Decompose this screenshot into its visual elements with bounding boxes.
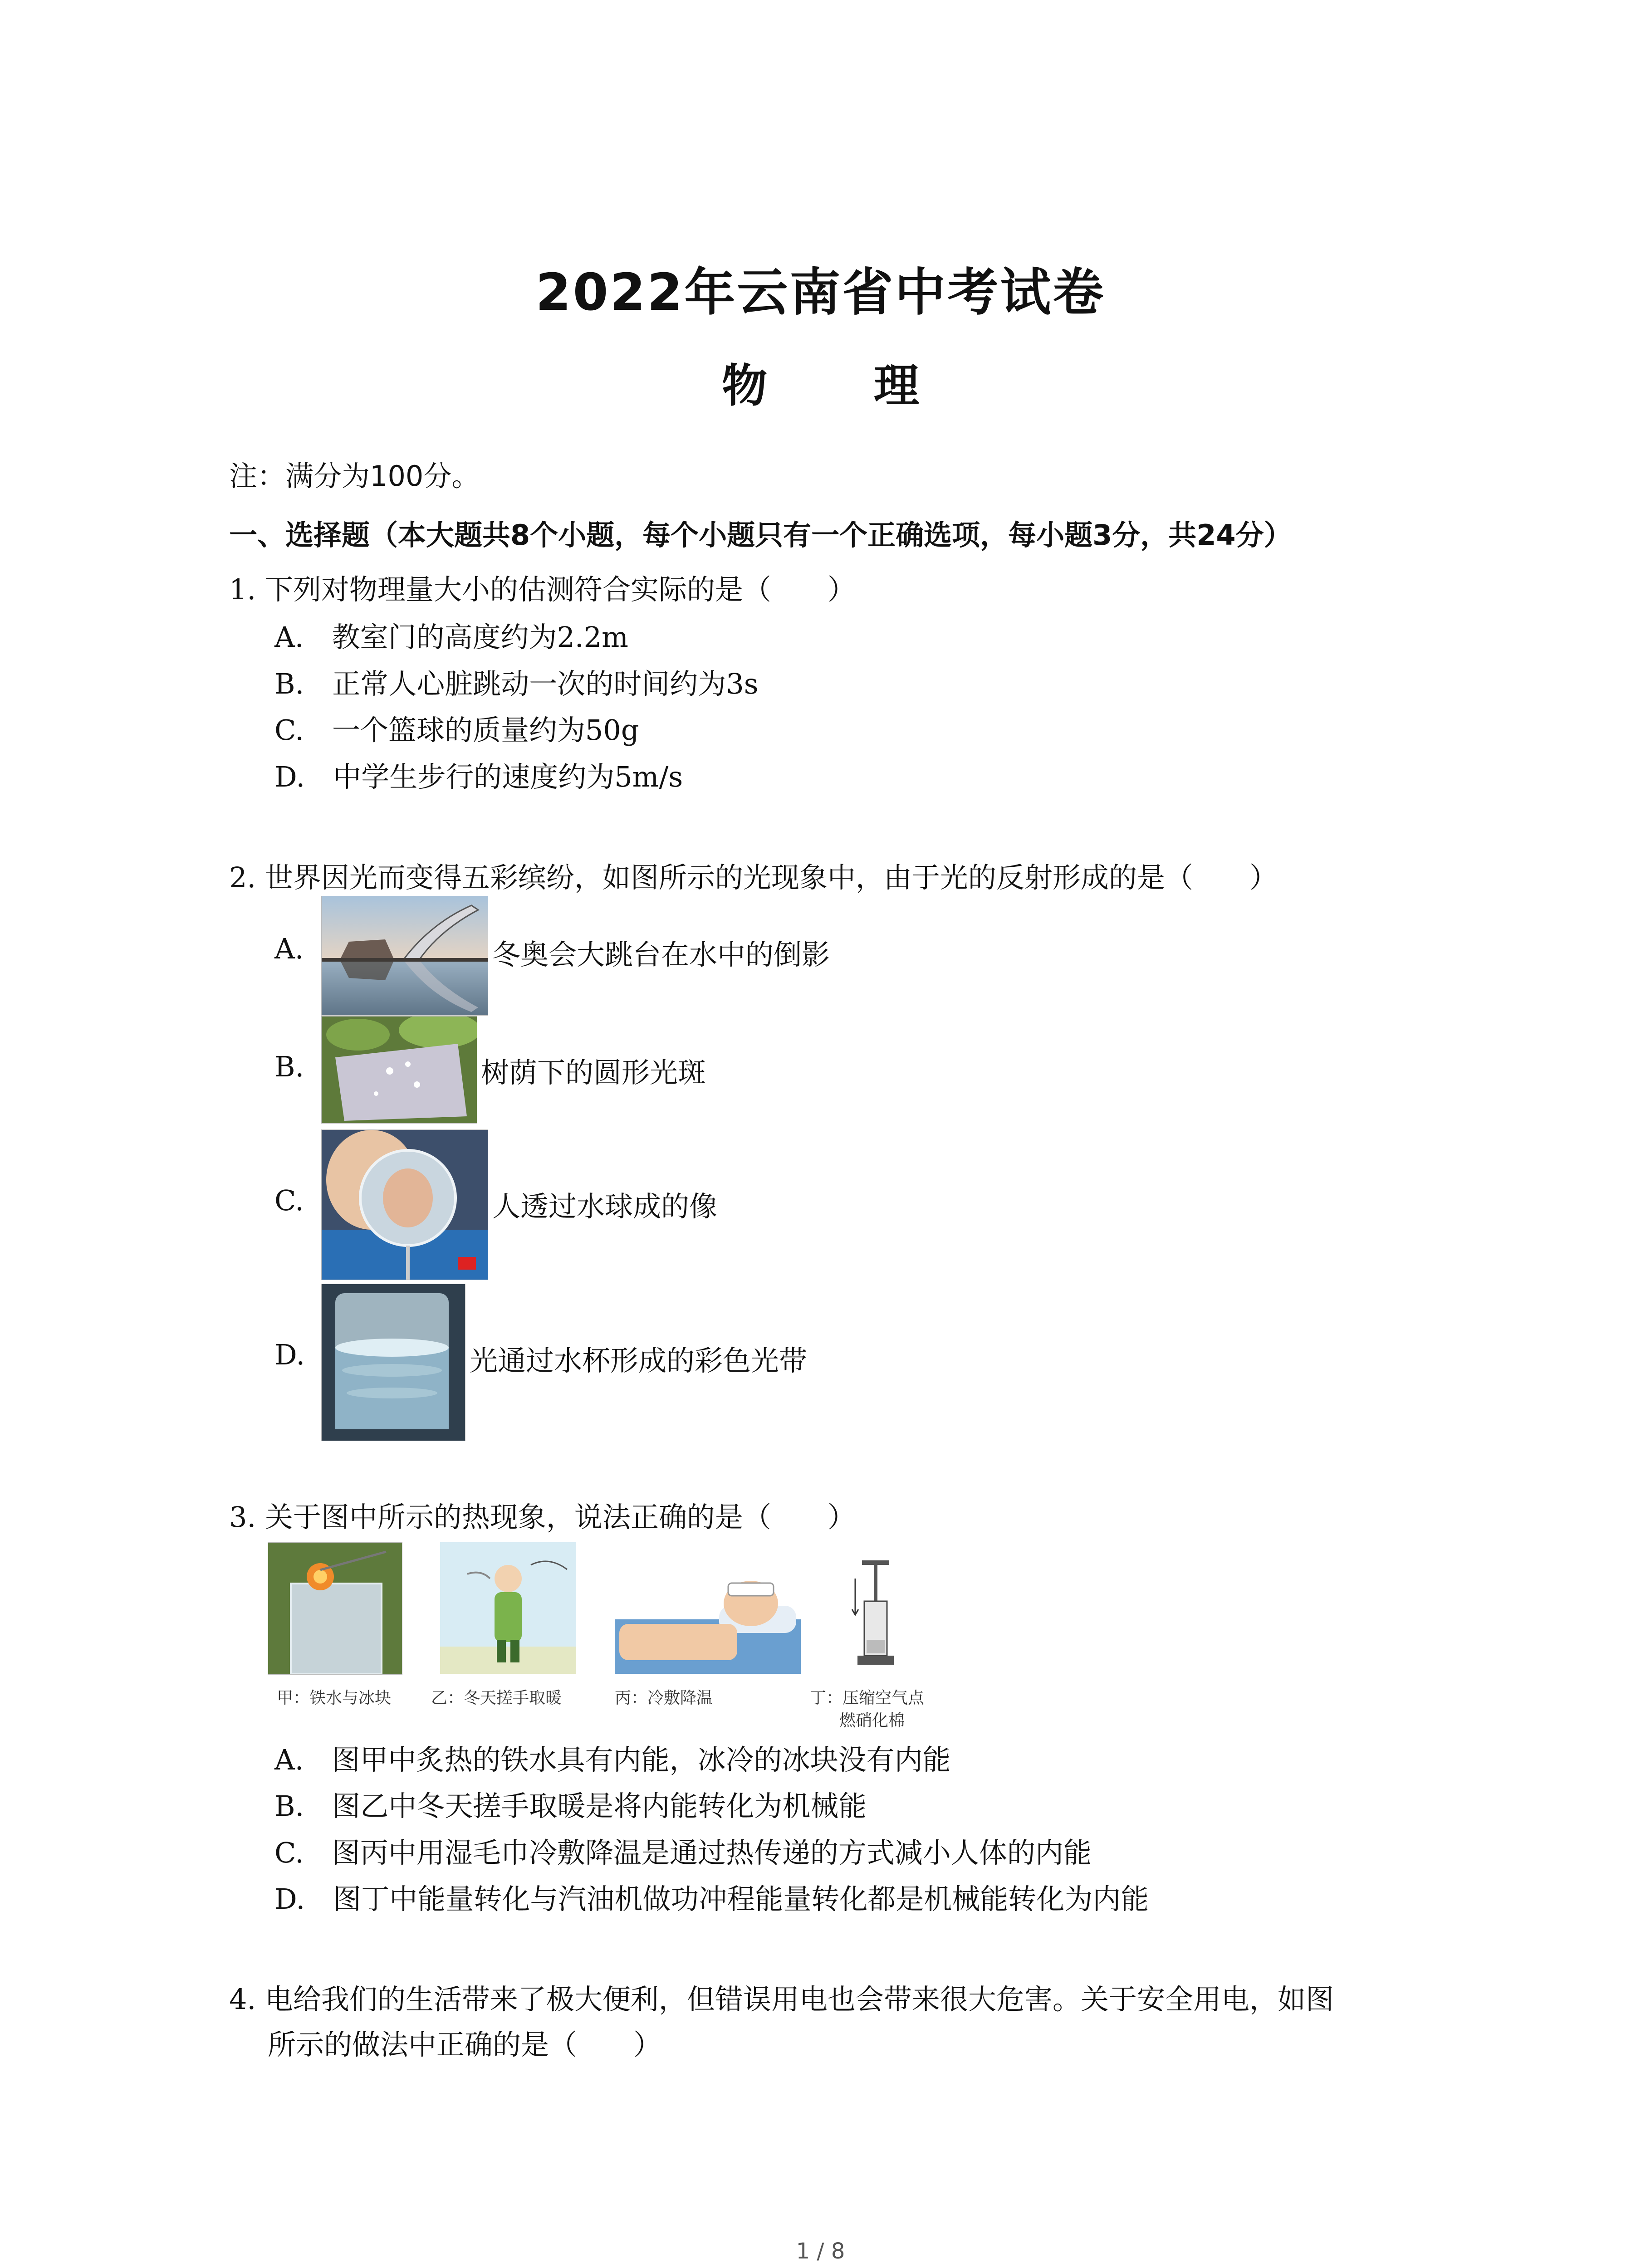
- question-2-stem: 2. 世界因光而变得五彩缤纷，如图所示的光现象中，由于光的反射形成的是（ ）: [229, 861, 1278, 894]
- subject-title: 物 理: [722, 359, 965, 412]
- question-1-option-c: C. 一个篮球的质量约为50g: [274, 714, 639, 747]
- water-ball-image-photo: [321, 1129, 488, 1280]
- question-4-stem-line1: 4. 电给我们的生活带来了极大便利，但错误用电也会带来很大危害。关于安全用电，如图: [229, 1983, 1334, 2016]
- question-3-option-d: D. 图丁中能量转化与汽油机做功冲程能量转化都是机械能转化为内能: [274, 1882, 1149, 1916]
- shade-light-spots-photo: [321, 1016, 477, 1124]
- section-heading: 一、选择题（本大题共8个小题，每个小题只有一个正确选项，每小题3分，共24分）: [229, 518, 1292, 552]
- question-1-option-d: D. 中学生步行的速度约为5m/s: [274, 760, 683, 793]
- question-3-option-b: B. 图乙中冬天搓手取暖是将内能转化为机械能: [274, 1789, 867, 1823]
- question-2-option-a-label: A.: [274, 932, 304, 965]
- question-1-option-a: A. 教室门的高度约为2.2m: [274, 621, 628, 654]
- question-2-option-d-label: D.: [274, 1338, 305, 1371]
- question-2-option-b-label: B.: [274, 1050, 304, 1083]
- exam-note: 注：满分为100分。: [229, 459, 480, 493]
- question-3-option-a: A. 图甲中炙热的铁水具有内能，冰冷的冰块没有内能: [274, 1743, 951, 1776]
- question-2-option-c-label: C.: [274, 1184, 304, 1217]
- air-compression-apparatus: [848, 1551, 903, 1674]
- figure-caption-jia: 甲：铁水与冰块: [277, 1689, 392, 1707]
- question-1-option-b: B. 正常人心脏跳动一次的时间约为3s: [274, 667, 759, 700]
- question-3-stem: 3. 关于图中所示的热现象，说法正确的是（ ）: [229, 1501, 856, 1534]
- question-4-stem-line2: 所示的做法中正确的是（ ）: [268, 2028, 662, 2061]
- figure-caption-bing: 丙：冷敷降温: [615, 1689, 713, 1707]
- molten-iron-ice-photo: [268, 1542, 402, 1675]
- question-2-option-a-text: 冬奥会大跳台在水中的倒影: [492, 938, 830, 971]
- question-2-option-d-text: 光通过水杯形成的彩色光带: [470, 1344, 808, 1377]
- exam-title: 2022年云南省中考试卷: [535, 263, 1106, 322]
- water-glass-photo: [321, 1284, 465, 1441]
- figure-caption-ding: 丁：压缩空气点: [810, 1689, 925, 1707]
- rubbing-hands-cartoon: [440, 1542, 576, 1674]
- cold-compress-cartoon: [615, 1551, 801, 1674]
- ski-jump-reflection-photo: [321, 896, 488, 1016]
- figure-caption-ding-2: 燃硝化棉: [839, 1711, 905, 1730]
- question-2-option-b-text: 树荫下的圆形光斑: [481, 1056, 706, 1089]
- page-number: 1 / 8: [796, 2239, 845, 2264]
- question-1-stem: 1. 下列对物理量大小的估测符合实际的是（ ）: [229, 573, 856, 606]
- question-3-option-c: C. 图丙中用湿毛巾冷敷降温是通过热传递的方式减小人体的内能: [274, 1836, 1092, 1869]
- question-2-option-c-text: 人透过水球成的像: [492, 1190, 718, 1223]
- figure-caption-yi: 乙：冬天搓手取暖: [431, 1689, 562, 1707]
